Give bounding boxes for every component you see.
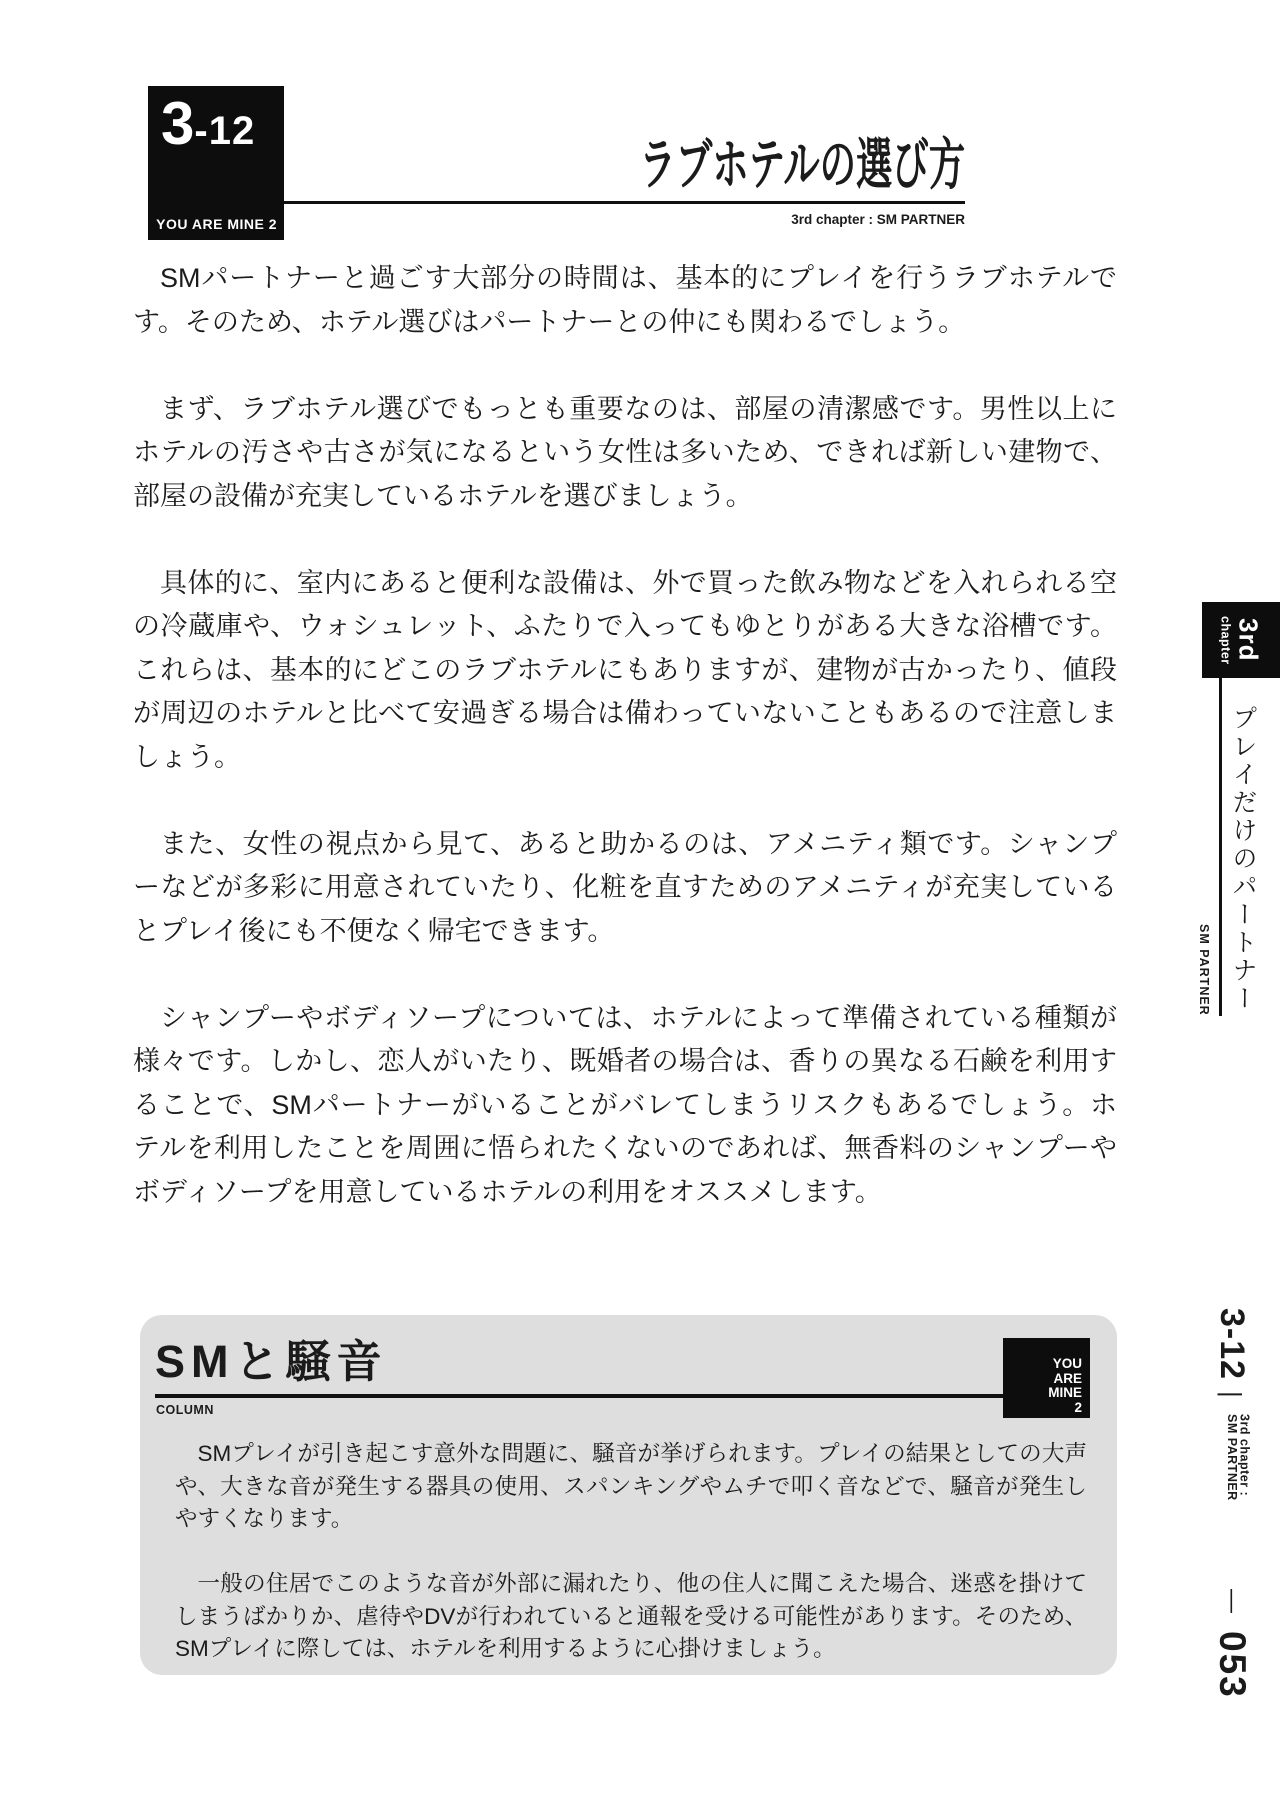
sidebar-rule bbox=[1219, 678, 1222, 1016]
series-label: YOU ARE MINE 2 bbox=[156, 216, 277, 232]
sidebar-section-subtitle: SM PARTNER bbox=[1197, 924, 1211, 1016]
footer-rail bbox=[1214, 1308, 1251, 1699]
body-text bbox=[133, 257, 1117, 1214]
sidebar-section-title-vertical: プレイだけのパートナー bbox=[1229, 705, 1257, 1013]
column-badge-line3: MINE bbox=[1048, 1385, 1082, 1400]
footer-separator: | bbox=[1217, 1390, 1247, 1398]
column-paragraph: 一般の住居でこのような音が外部に漏れたり、他の住人に聞こえた場合、迷惑を掛けてしまうばかりか、虐待やDVが行われていると通報を受ける可能性があります。そのため、SMプレイに際しては、ホテルを利用するように心掛けましょう。 bbox=[175, 1571, 1087, 1661]
paragraph: シャンプーやボディソープについては、ホテルによって準備されている種類が様々です。しかし、恋人がいたり、既婚者の場合は、香りの異なる石鹸を利用することで、SMパートナーがいることがバレてしまうリスクもあるでしょう。ホテルを利用したことを周囲に悟られたくないのであれば、無香料のシャンプーやボディソープを用意しているホテルの利用をオススメします。 bbox=[133, 1002, 1117, 1207]
sidebar-chapter-tab-text bbox=[1219, 616, 1264, 665]
column-title: SMと騒音 bbox=[155, 1336, 388, 1387]
title-rule bbox=[284, 201, 965, 204]
sidebar-chapter-tab bbox=[1202, 602, 1280, 678]
column-badge-line2: ARE bbox=[1053, 1370, 1082, 1386]
column-paragraph: SMプレイが引き起こす意外な問題に、騒音が挙げられます。プレイの結果としての大声や、大きな音が発生する器具の使用、スパンキングやムチで叩く音などで、騒音が発生しやすくなります。 bbox=[175, 1441, 1087, 1531]
chapter-number bbox=[161, 90, 256, 157]
sidebar-chapter-tab-line2: chapter bbox=[1218, 615, 1233, 665]
paragraph: また、女性の視点から見て、あると助かるのは、アメニティ類です。シャンプーなどが多彩に用意されていたり、化粧を直すためのアメニティが充実しているとプレイ後にも不便なく帰宅できます。 bbox=[133, 828, 1117, 946]
chapter-badge bbox=[148, 86, 284, 240]
paragraph: まず、ラブホテル選びでもっとも重要なのは、部屋の清潔感です。男性以上にホテルの汚さや古さが気になるという女性は多いため、できれば新しい建物で、部屋の設備が充実しているホテルを選びましょう。 bbox=[133, 393, 1117, 511]
paragraph: SMパートナーと過ごす大部分の時間は、基本的にプレイを行うラブホテルです。そのため、ホテル選びはパートナーとの仲にも関わるでしょう。 bbox=[133, 263, 1117, 337]
column-badge-line4: 2 bbox=[1074, 1399, 1082, 1415]
column-rule bbox=[155, 1394, 1005, 1398]
chapter-number-minor: -12 bbox=[194, 109, 256, 153]
chapter-number-major: 3 bbox=[161, 90, 195, 157]
footer-section-number: 3-12 bbox=[1213, 1308, 1251, 1381]
column-text bbox=[175, 1438, 1087, 1666]
page-title: ラブホテルの選び方 bbox=[639, 133, 965, 196]
footer-dash: — bbox=[1219, 1588, 1246, 1613]
page-subtitle: 3rd chapter : SM PARTNER bbox=[791, 212, 965, 227]
column-box bbox=[140, 1315, 1117, 1675]
column-series-badge bbox=[1003, 1338, 1090, 1418]
footer-chapter-line1: 3rd chapter : bbox=[1237, 1413, 1252, 1496]
footer-chapter-info bbox=[1226, 1414, 1251, 1501]
column-label: COLUMN bbox=[156, 1403, 214, 1417]
column-badge-line1: YOU bbox=[1052, 1356, 1082, 1371]
footer-page-number: 053 bbox=[1212, 1631, 1253, 1700]
sidebar-chapter-tab-line1: 3rd bbox=[1233, 618, 1264, 662]
footer-chapter-line2: SM PARTNER bbox=[1225, 1413, 1239, 1501]
paragraph: 具体的に、室内にあると便利な設備は、外で買った飲み物などを入れられる空の冷蔵庫や、ウォシュレット、ふたりで入ってもゆとりがある大きな浴槽です。これらは、基本的にどこのラブホテルにもありますが、建物が古かったり、値段が周辺のホテルと比べて安過ぎる場合は備わっていないこともあるので注意しましょう。 bbox=[133, 567, 1117, 772]
